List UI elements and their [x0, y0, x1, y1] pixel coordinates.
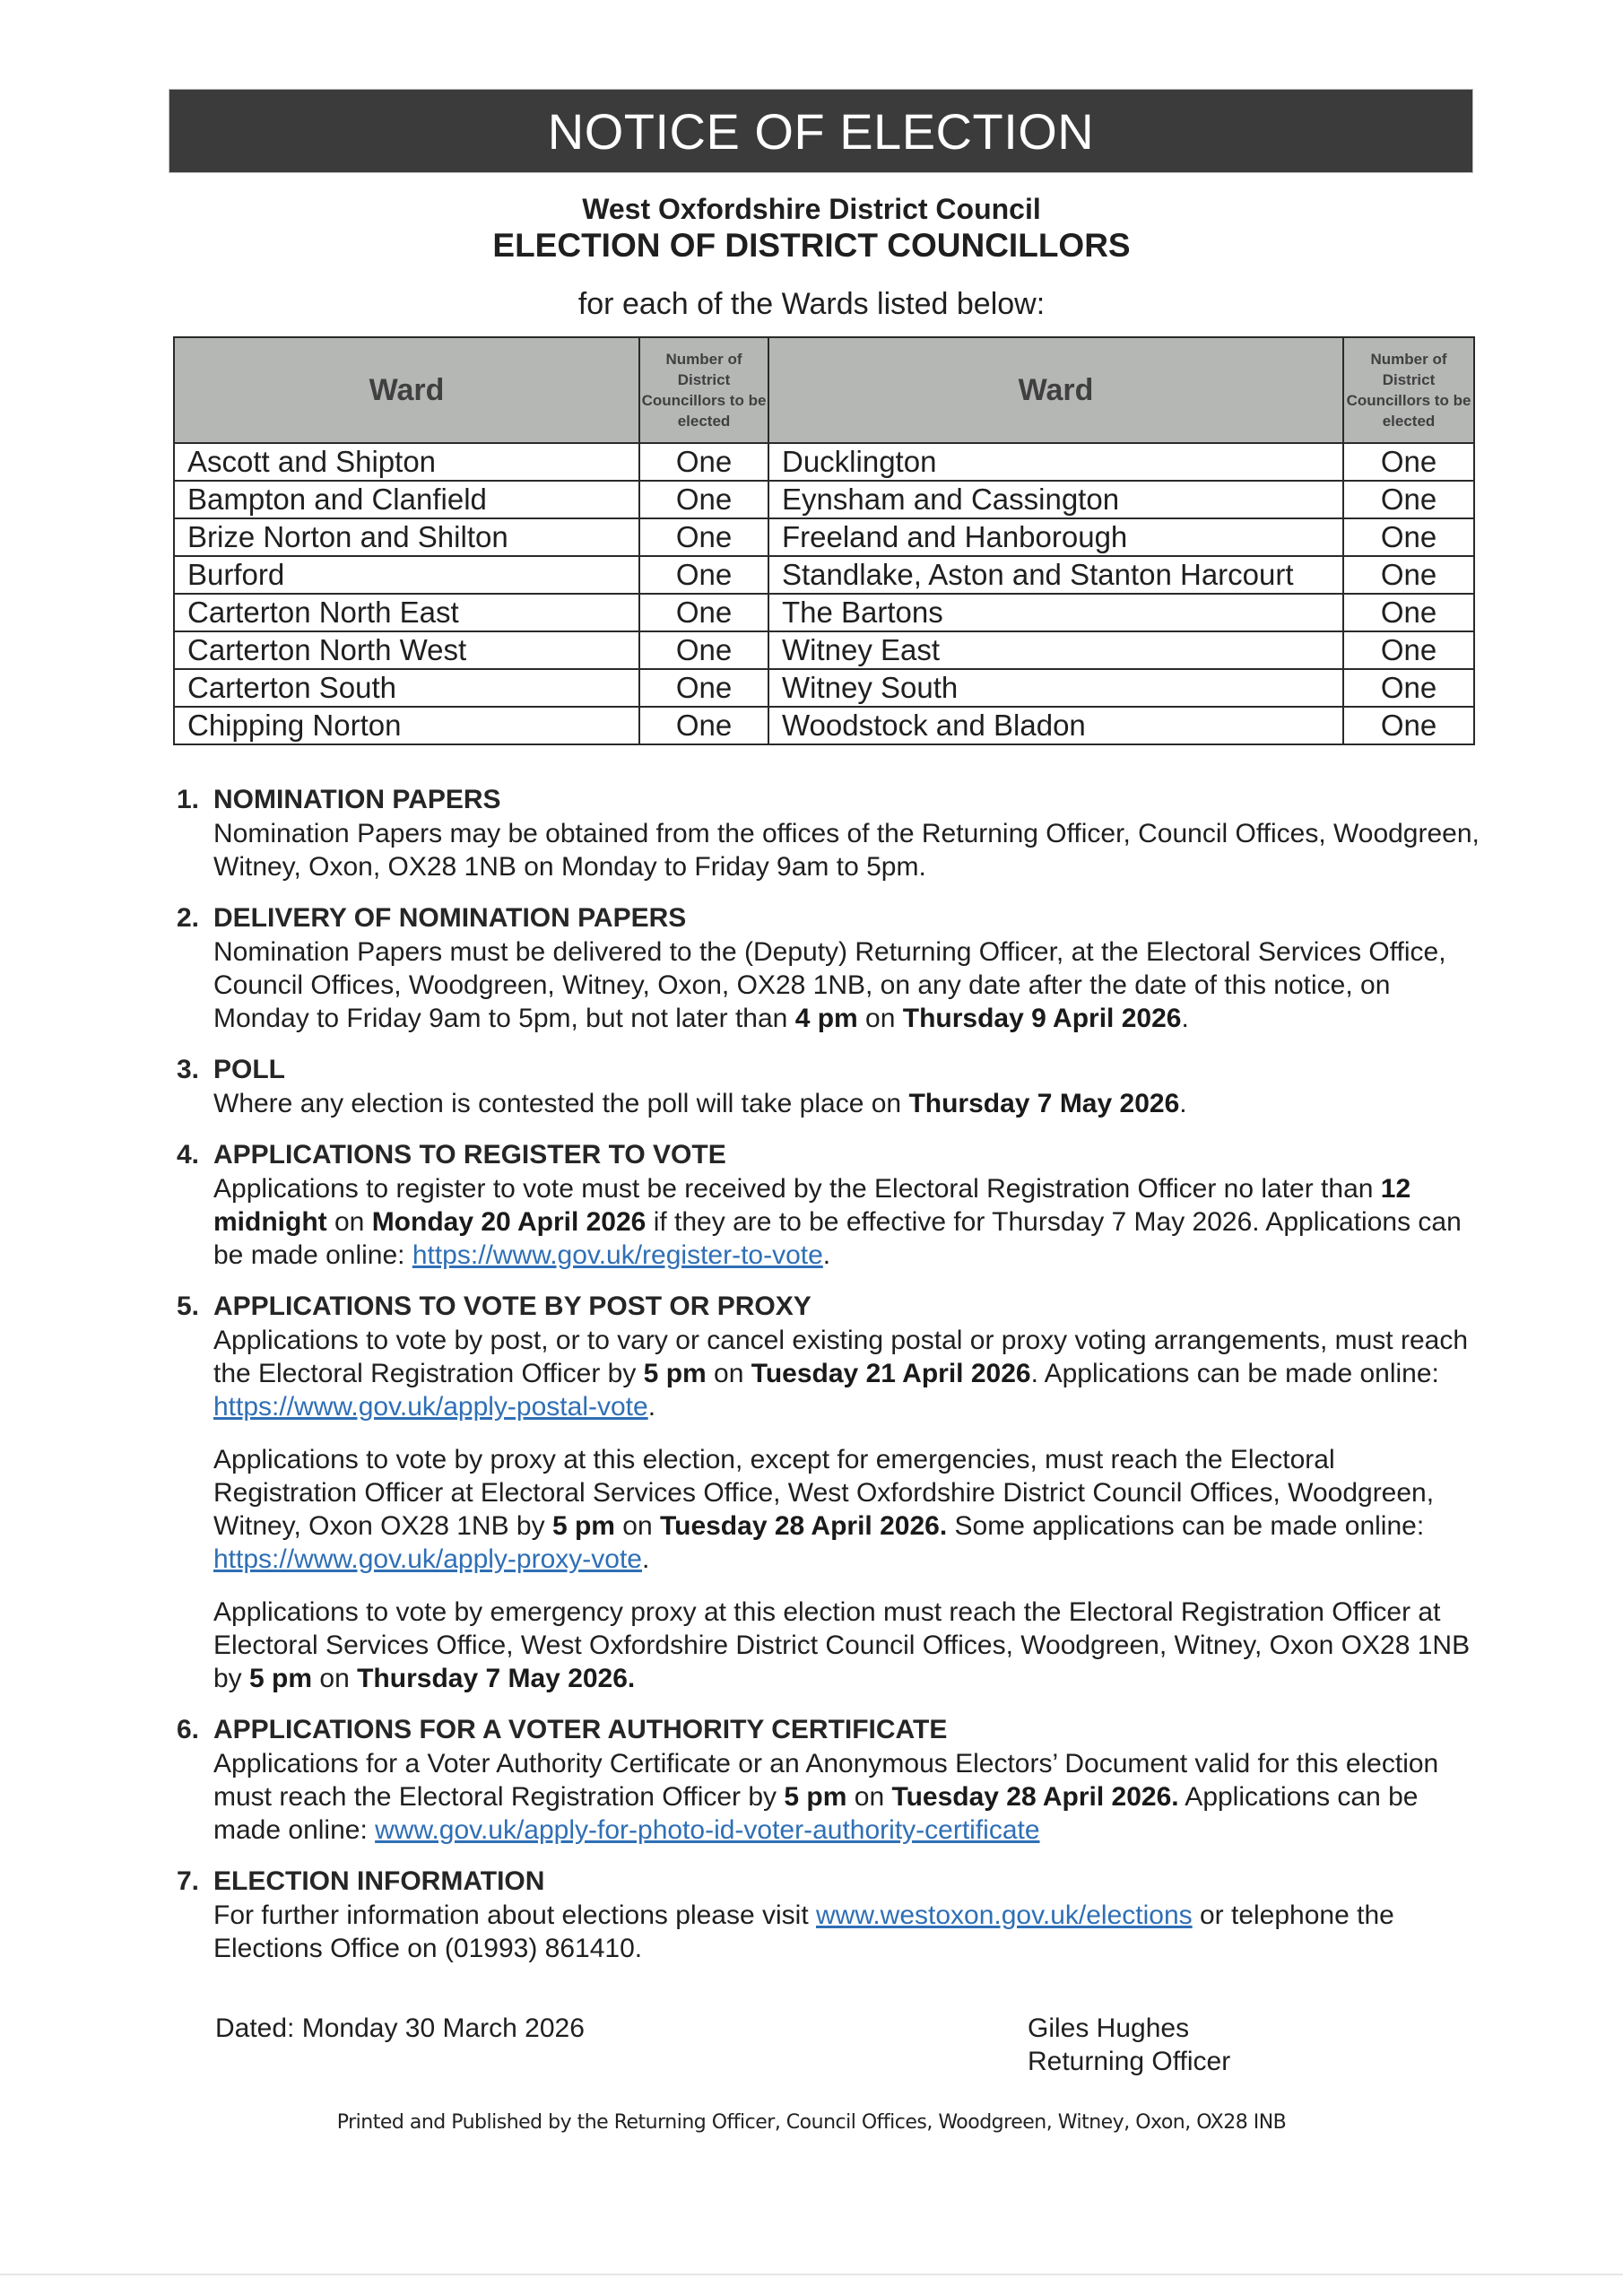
section-title: ELECTION INFORMATION	[213, 1866, 545, 1896]
emphasis-text: Tuesday 28 April 2026.	[660, 1511, 948, 1541]
body-text: on	[326, 1207, 372, 1237]
ward-column-header: Ward	[174, 337, 639, 443]
emphasis-text: Monday 20 April 2026	[371, 1207, 647, 1237]
web-link[interactable]: www.westoxon.gov.uk/elections	[816, 1900, 1193, 1930]
ward-name: Carterton South	[174, 669, 639, 707]
ward-column-header: Ward	[768, 337, 1343, 443]
councillor-count: One	[639, 556, 768, 594]
count-column-header: Number of District Councillors to be elected	[639, 337, 768, 443]
section-number: 3.	[177, 1055, 200, 1084]
section-number: 1.	[177, 785, 200, 814]
table-row	[174, 631, 1474, 669]
election-title: ELECTION OF DISTRICT COUNCILLORS	[492, 227, 1131, 264]
emphasis-text: 4 pm	[794, 1004, 858, 1033]
notice-section	[177, 1713, 1486, 1847]
councillor-count: One	[639, 707, 768, 744]
ward-name: Witney South	[768, 669, 1343, 707]
body-text: on	[857, 1004, 903, 1033]
councillor-count: One	[1343, 443, 1474, 481]
section-paragraph	[213, 1747, 1486, 1847]
ward-name: Freeland and Hanborough	[768, 518, 1343, 556]
ward-name: Ascott and Shipton	[174, 443, 639, 481]
councillor-count: One	[639, 518, 768, 556]
emphasis-text: 5 pm	[784, 1782, 847, 1812]
emphasis-text: Thursday 7 May 2026	[908, 1089, 1180, 1118]
body-text: For further information about elections please visit	[213, 1900, 816, 1930]
body-text: Applications to vote by emergency proxy at this election must reach the Electoral Registration Officer at Electoral Services Office, West Oxfordshire District Council Offices, Woodgreen, Witney, Oxon OX28 1NB by	[213, 1597, 1471, 1693]
section-number: 2.	[177, 903, 200, 933]
ward-name: Carterton North East	[174, 594, 639, 631]
emphasis-text: 5 pm	[249, 1664, 313, 1693]
notice-section	[177, 1290, 1486, 1695]
ward-name: Chipping Norton	[174, 707, 639, 744]
body-text: Nomination Papers must be delivered to the (Deputy) Returning Officer, at the Electoral Services Office, Council Offices, Woodgreen, Witney, Oxon, OX28 1NB, on any date after the date of this notice, on Monday to Friday 9am to 5pm, but not later than	[213, 937, 1446, 1033]
signature-block	[1028, 2012, 1230, 2078]
body-text: on	[846, 1782, 892, 1812]
ward-name: Eynsham and Cassington	[768, 481, 1343, 518]
notice-section	[177, 1138, 1486, 1272]
body-text: if they are to be effective for Thursday 7 May 2026. Applications can be made online:	[213, 1207, 1462, 1270]
councillor-count: One	[1343, 669, 1474, 707]
section-number: 7.	[177, 1866, 200, 1896]
signer-name: Giles Hughes	[1028, 2013, 1190, 2043]
notice-section	[177, 783, 1486, 883]
emphasis-text: 12 midnight	[213, 1174, 1411, 1237]
section-paragraph	[213, 1443, 1486, 1576]
body-text: .	[822, 1240, 831, 1270]
table-row	[174, 594, 1474, 631]
table-row	[174, 443, 1474, 481]
body-text: Applications to vote by proxy at this election, except for emergencies, must reach the Electoral Registration Officer at Electoral Services Office, West Oxfordshire District Council Offices, Woodgreen, Witney, Oxon OX28 1NB by	[213, 1445, 1435, 1541]
notice-section	[177, 901, 1486, 1035]
body-text: Some applications can be made online:	[947, 1511, 1425, 1541]
table-row	[174, 518, 1474, 556]
notice-sections	[177, 783, 1486, 1983]
table-row	[174, 669, 1474, 707]
section-number: 5.	[177, 1292, 200, 1321]
section-title: POLL	[213, 1055, 285, 1084]
section-title: APPLICATIONS TO REGISTER TO VOTE	[213, 1140, 726, 1170]
ward-name: Bampton and Clanfield	[174, 481, 639, 518]
table-row	[174, 481, 1474, 518]
section-heading	[177, 1865, 1486, 1899]
section-title: APPLICATIONS TO VOTE BY POST OR PROXY	[213, 1292, 812, 1321]
councillor-count: One	[1343, 707, 1474, 744]
web-link[interactable]: www.gov.uk/apply-for-photo-id-voter-authority-certificate	[375, 1815, 1040, 1845]
councillor-count: One	[1343, 631, 1474, 669]
dated: Dated: Monday 30 March 2026	[215, 2013, 585, 2043]
section-paragraph	[213, 935, 1486, 1035]
councillor-count: One	[639, 443, 768, 481]
emphasis-text: 5 pm	[643, 1359, 707, 1388]
section-paragraph	[213, 1324, 1486, 1423]
count-column-header: Number of District Councillors to be elected	[1343, 337, 1474, 443]
ward-name: Standlake, Aston and Stanton Harcourt	[768, 556, 1343, 594]
ward-name: The Bartons	[768, 594, 1343, 631]
body-text: Applications for a Voter Authority Certificate or an Anonymous Electors’ Document valid for this election must reach the Electoral Registration Officer by	[213, 1749, 1439, 1812]
section-title: APPLICATIONS FOR A VOTER AUTHORITY CERTIFICATE	[213, 1715, 948, 1744]
section-heading	[177, 1290, 1486, 1324]
section-paragraph	[213, 817, 1486, 883]
notice-title: NOTICE OF ELECTION	[547, 102, 1095, 160]
section-heading	[177, 783, 1486, 817]
section-paragraph	[213, 1596, 1486, 1695]
wards-intro: for each of the Wards listed below:	[577, 287, 1046, 321]
emphasis-text: Tuesday 28 April 2026.	[891, 1782, 1179, 1812]
table-header-row	[174, 337, 1474, 443]
wards-table	[173, 336, 1475, 745]
body-text: .	[641, 1544, 650, 1574]
emphasis-text: Thursday 9 April 2026	[902, 1004, 1182, 1033]
body-text: Where any election is contested the poll will take place on	[213, 1089, 909, 1118]
web-link[interactable]: https://www.gov.uk/apply-postal-vote	[213, 1392, 648, 1422]
notice-banner	[169, 89, 1473, 173]
table-row	[174, 707, 1474, 744]
section-number: 6.	[177, 1715, 200, 1744]
section-heading	[177, 1713, 1486, 1747]
councillor-count: One	[639, 481, 768, 518]
section-paragraph	[213, 1172, 1486, 1272]
table-row	[174, 556, 1474, 594]
councillor-count: One	[639, 669, 768, 707]
body-text: Applications can be made online:	[213, 1782, 1419, 1845]
ward-name: Woodstock and Bladon	[768, 707, 1343, 744]
section-title: DELIVERY OF NOMINATION PAPERS	[213, 903, 687, 933]
section-paragraph	[213, 1899, 1486, 1965]
councillor-count: One	[1343, 518, 1474, 556]
web-link[interactable]: https://www.gov.uk/apply-proxy-vote	[213, 1544, 642, 1574]
body-text: or telephone the Elections Office on (01993) 861410.	[213, 1900, 1394, 1963]
emphasis-text: Tuesday 21 April 2026	[751, 1359, 1031, 1388]
emphasis-text: Thursday 7 May 2026.	[357, 1664, 636, 1693]
notice-section	[177, 1053, 1486, 1120]
section-paragraph	[213, 1087, 1486, 1120]
council-name: West Oxfordshire District Council	[582, 193, 1041, 225]
emphasis-text: 5 pm	[551, 1511, 615, 1541]
body-text: . Applications can be made online:	[1030, 1359, 1439, 1388]
body-text: on	[706, 1359, 751, 1388]
notice-section	[177, 1865, 1486, 1965]
ward-name: Burford	[174, 556, 639, 594]
imprint: Printed and Published by the Returning Officer, Council Offices, Woodgreen, Witney, Oxon, OX28 INB	[336, 2111, 1287, 2134]
section-number: 4.	[177, 1140, 200, 1170]
body-text: on	[312, 1664, 358, 1693]
ward-name: Carterton North West	[174, 631, 639, 669]
body-text: Applications to vote by post, or to vary or cancel existing postal or proxy voting arrangements, must reach the Electoral Registration Officer by	[213, 1326, 1469, 1388]
body-text: .	[647, 1392, 656, 1422]
body-text: Applications to register to vote must be received by the Electoral Registration Officer no later than	[213, 1174, 1381, 1204]
councillor-count: One	[1343, 594, 1474, 631]
signer-title: Returning Officer	[1028, 2047, 1231, 2076]
councillor-count: One	[1343, 481, 1474, 518]
section-title: NOMINATION PAPERS	[213, 785, 501, 814]
ward-name: Witney East	[768, 631, 1343, 669]
ward-name: Brize Norton and Shilton	[174, 518, 639, 556]
councillor-count: One	[639, 594, 768, 631]
councillor-count: One	[1343, 556, 1474, 594]
ward-name: Ducklington	[768, 443, 1343, 481]
section-heading	[177, 1053, 1486, 1087]
web-link[interactable]: https://www.gov.uk/register-to-vote	[412, 1240, 823, 1270]
section-heading	[177, 901, 1486, 935]
body-text: Nomination Papers may be obtained from the offices of the Returning Officer, Council Offices, Woodgreen, Witney, Oxon, OX28 1NB on Monday to Friday 9am to 5pm.	[213, 819, 1480, 882]
section-heading	[177, 1138, 1486, 1172]
councillor-count: One	[639, 631, 768, 669]
body-text: on	[614, 1511, 661, 1541]
scan-edge-divider	[0, 2274, 1623, 2275]
body-text: .	[1181, 1004, 1189, 1033]
body-text: .	[1179, 1089, 1187, 1118]
